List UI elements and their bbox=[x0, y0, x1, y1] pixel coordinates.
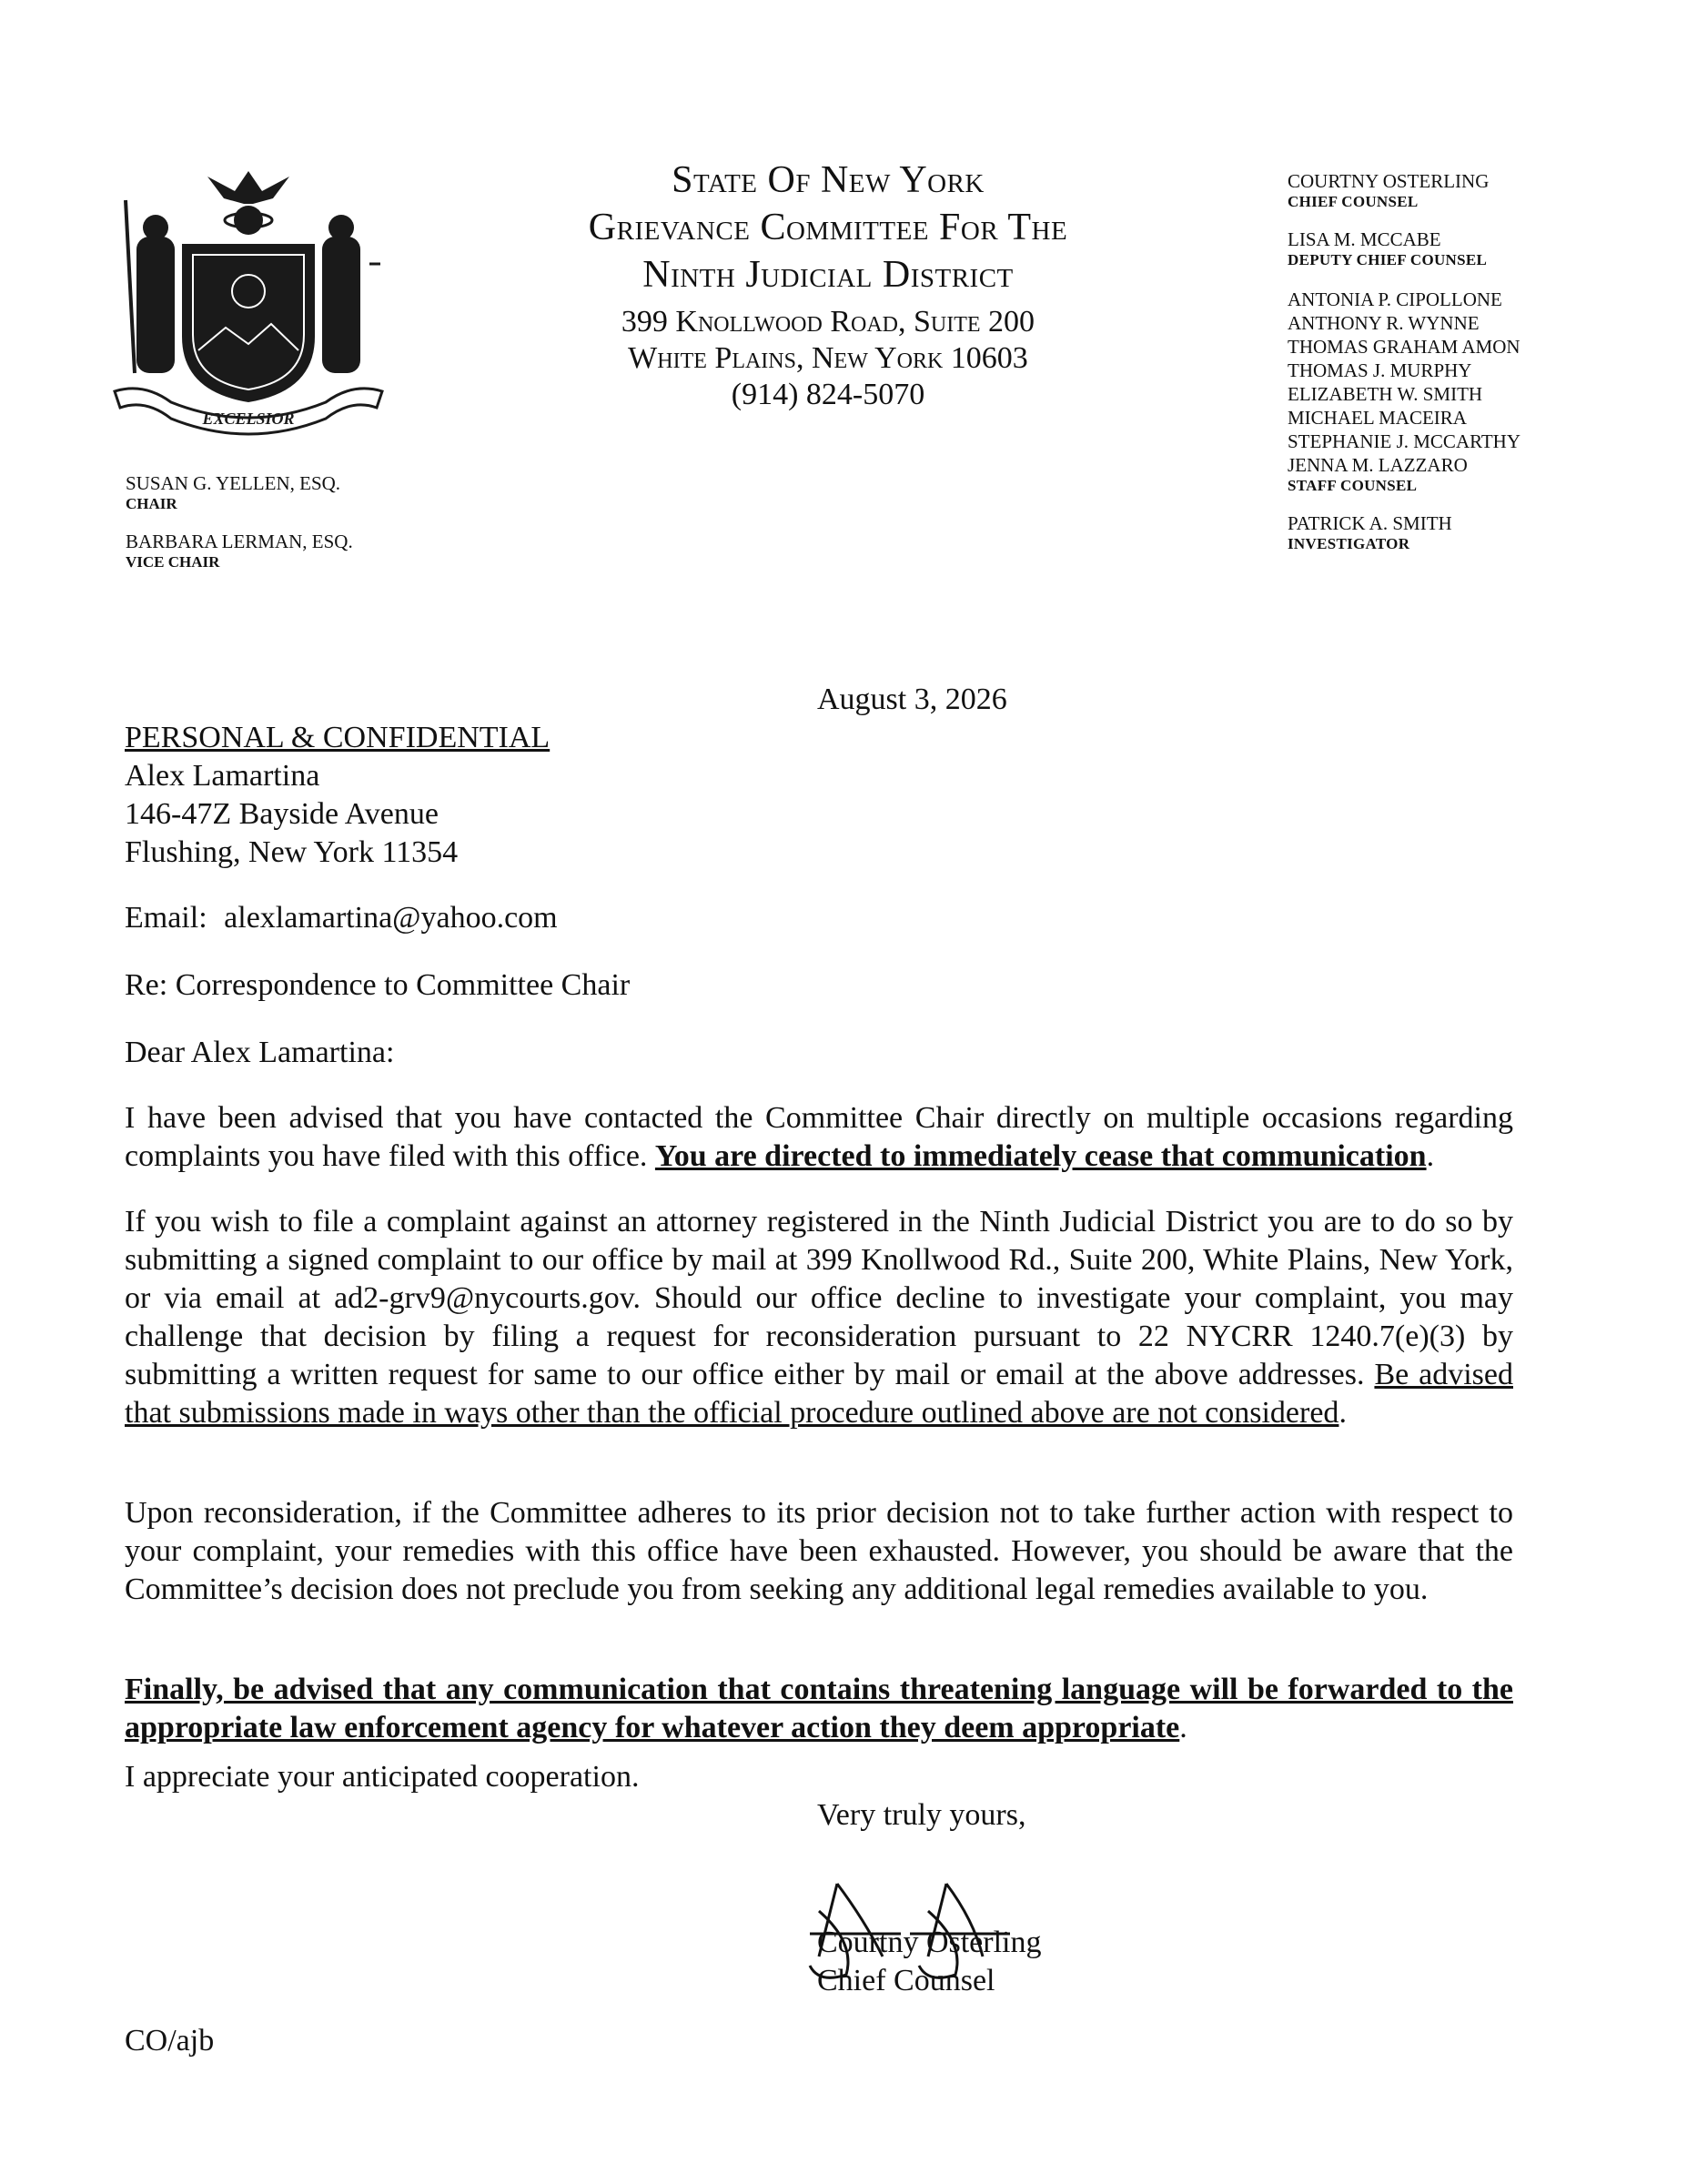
signer-name: Courtny Osterling bbox=[817, 1926, 1042, 1959]
chief-counsel-role: CHIEF COUNSEL bbox=[1288, 193, 1419, 210]
state-seal bbox=[107, 164, 389, 446]
deputy-counsel-name: LISA M. MCCABE bbox=[1288, 228, 1441, 250]
letterhead-line-3: Ninth Judicial District bbox=[642, 254, 1014, 296]
email-line bbox=[125, 899, 558, 937]
salutation: Dear Alex Lamartina: bbox=[125, 1036, 395, 1069]
paragraph-2 bbox=[125, 1203, 1513, 1432]
paragraph-4-warning: Finally, be advised that any communication that contains threatening language will be forwarded to the appropriate law enforcement agency for whatever action they deem appropriate bbox=[125, 1673, 1513, 1744]
staff-counsel-name: ELIZABETH W. SMITH bbox=[1288, 383, 1483, 405]
staff-counsel-name: JENNA M. LAZZARO bbox=[1288, 454, 1468, 476]
letterhead-line-2: Grievance Committee For The bbox=[588, 207, 1068, 248]
staff-counsel-role: STAFF COUNSEL bbox=[1288, 477, 1418, 494]
staff-counsel-name: THOMAS J. MURPHY bbox=[1288, 359, 1472, 381]
re-line: Re: Correspondence to Committee Chair bbox=[125, 968, 631, 1002]
vice-chair-name: BARBARA LERMAN, ESQ. bbox=[126, 531, 353, 552]
staff-counsel-name: ANTONIA P. CIPOLLONE bbox=[1288, 288, 1502, 310]
staff-counsel-name: ANTHONY R. WYNNE bbox=[1288, 312, 1480, 334]
staff-counsel-name: THOMAS GRAHAM AMON bbox=[1288, 336, 1520, 358]
paragraph-4 bbox=[125, 1671, 1513, 1747]
recipient-name: Alex Lamartina bbox=[125, 759, 320, 793]
paragraph-1-end: . bbox=[1426, 1139, 1435, 1173]
letterhead-address-1: 399 Knollwood Road, Suite 200 bbox=[621, 305, 1035, 339]
staff-counsel-name: STEPHANIE J. MCCARTHY bbox=[1288, 430, 1521, 452]
email-label: Email: bbox=[125, 901, 207, 935]
signer-title: Chief Counsel bbox=[817, 1964, 995, 1997]
closing-line: I appreciate your anticipated cooperation. bbox=[125, 1760, 640, 1794]
paragraph-2-notice: Be advised that submissions made in ways other than the official procedure outlined above are not considered bbox=[125, 1358, 1513, 1430]
seal-motto: EXCELSIOR bbox=[202, 410, 295, 428]
deputy-counsel-role: DEPUTY CHIEF COUNSEL bbox=[1288, 251, 1488, 268]
letterhead-line-1: State Of New York bbox=[672, 159, 985, 201]
chair-name: SUSAN G. YELLEN, ESQ. bbox=[126, 472, 341, 494]
recipient-street: 146-47Z Bayside Avenue bbox=[125, 797, 439, 831]
paragraph-1 bbox=[125, 1099, 1513, 1176]
staff-counsel-name: MICHAEL MACEIRA bbox=[1288, 407, 1467, 429]
valediction: Very truly yours, bbox=[817, 1798, 1026, 1832]
chief-counsel-name: COURTNY OSTERLING bbox=[1288, 170, 1490, 192]
investigator-name: PATRICK A. SMITH bbox=[1288, 512, 1452, 534]
confidential-notice: PERSONAL & CONFIDENTIAL bbox=[125, 721, 551, 754]
paragraph-2-end: . bbox=[1338, 1396, 1347, 1430]
recipient-email: alexlamartina@yahoo.com bbox=[224, 901, 558, 935]
paragraph-1-text: I have been advised that you have contacted the Committee Chair directly on multiple occasions regarding complaints you have filed with this office. bbox=[125, 1101, 1513, 1173]
paragraph-3: Upon reconsideration, if the Committee adheres to its prior decision not to take further action with respect to your complaint, your remedies with this office have been exhausted. However, you should be aware that the Committee’s decision does not preclude you from seeking any additional legal remedies available to you. bbox=[125, 1496, 1513, 1606]
letterhead-address-2: White Plains, New York 10603 bbox=[628, 341, 1028, 375]
letter-date: August 3, 2026 bbox=[817, 682, 1007, 716]
paragraph-2-text: If you wish to file a complaint against an attorney registered in the Ninth Judicial District you are to do so by submitting a signed complaint to our office by mail at 399 Knollwood Rd., Suite 200, White Plains, New York, or via email at ad2-grv9@nycourts.gov. Should our office decline to investigate your complaint, you may challenge that decision by filing a request for reconsideration pursuant to 22 NYCRR 1240.7(e)(3) by submitting a written request for same to our office either by mail or email at the above addresses. bbox=[125, 1205, 1513, 1391]
chair-role: CHAIR bbox=[126, 495, 177, 512]
letterhead-phone: (914) 824-5070 bbox=[731, 378, 925, 411]
paragraph-4-end: . bbox=[1179, 1711, 1187, 1744]
paragraph-1-directive: You are directed to immediately cease that communication bbox=[654, 1139, 1427, 1173]
vice-chair-role: VICE CHAIR bbox=[126, 553, 220, 571]
recipient-city: Flushing, New York 11354 bbox=[125, 835, 459, 869]
investigator-role: INVESTIGATOR bbox=[1288, 535, 1410, 552]
typist-initials: CO/ajb bbox=[125, 2024, 215, 2058]
